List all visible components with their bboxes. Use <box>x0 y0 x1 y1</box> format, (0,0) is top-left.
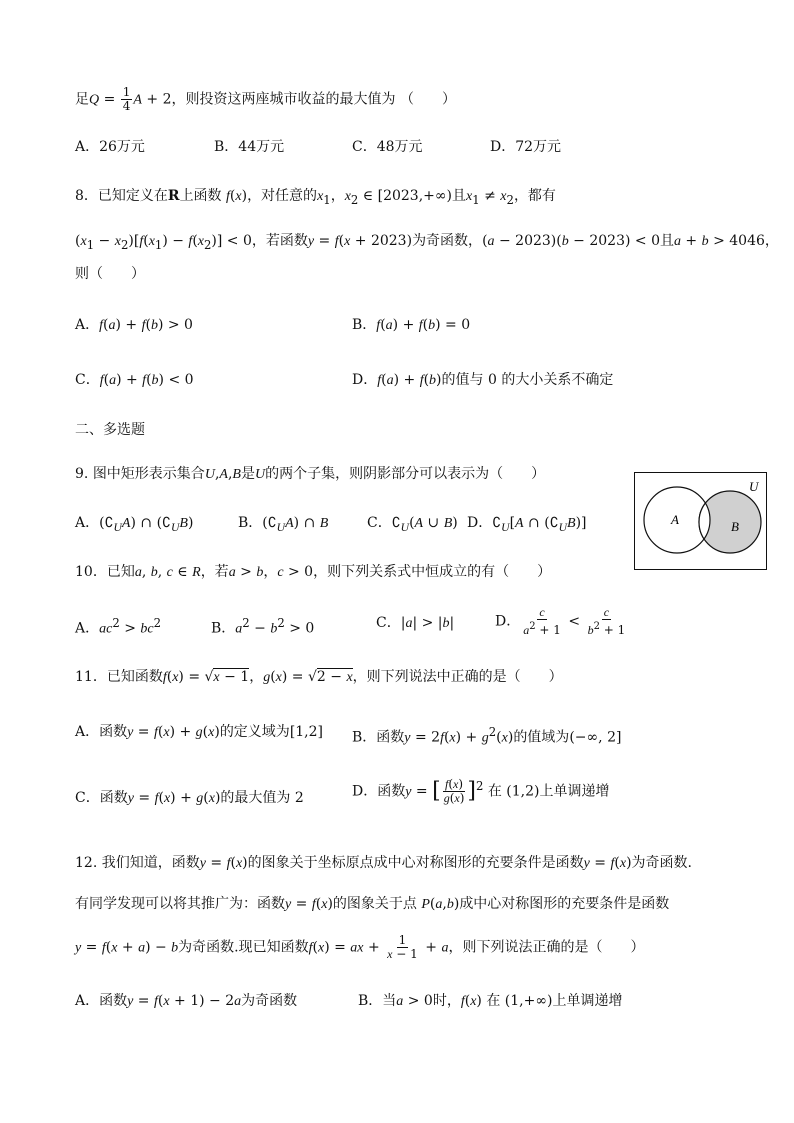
q9-option-b: B．$(∁_UA)$ ∩ B <box>238 515 329 534</box>
venn-label-u: U <box>749 479 759 494</box>
q7-option-d: D．72万元 <box>490 139 562 155</box>
q8-ask: 则（ ） <box>75 266 145 282</box>
q10-option-c: C．|a| > |b| <box>376 615 455 631</box>
q7-option-b: B．44万元 <box>214 139 285 155</box>
q10-option-d: D． $\frac{c}{a^2 + 1}$ < $\frac{c}{b^2 + 1}$ <box>495 605 626 637</box>
q7-stem: 足Q = $\frac{1}{4}$ A + 2，则投资这两座城市收益的最大值为 （ ） <box>75 85 456 113</box>
venn-label-b: B <box>731 519 739 534</box>
q9-stem: 9. 图中矩形表示集合U,A,B是U的两个子集，则阴影部分可以表示为（ ） <box>75 466 546 482</box>
q12-stem: 12. 我们知道，函数y = f(x)的图象关于坐标原点成中心对称图形的充要条件是函数y = f(x)为奇函数. <box>75 855 692 871</box>
q8-option-d: D．f(a) + f(b)的值与 0 的大小关系不确定 <box>352 372 614 388</box>
q12-function-def: y = f(x + a) − b为奇函数.现已知函数f(x) = ax + $\frac{1}{x - 1}$ + a，则下列说法正确的是（ ） <box>75 933 645 961</box>
venn-label-a: A <box>671 512 679 527</box>
q11-option-d: D．函数y = [ $\frac{f(x)}{g(x)}$ ]$^2$ 在 (1,2)上单调递增 <box>352 777 610 806</box>
q8-condition: $(x_1 - x_2)[f(x_1) - f(x_2)] < 0$，若函数y = f(x + 2023)为奇函数，(a − 2023)(b − 2023) < 0且a + b > 4046， <box>75 233 779 252</box>
fraction-one-quarter: $\frac{1}{4}$ <box>122 85 131 113</box>
section-title-multiple-choice: 二、多选题 <box>75 422 145 438</box>
q9-option-c: C．$∁_U(A$ ∪ B) <box>367 515 458 534</box>
q8-option-c: C．f(a) + f(b) < 0 <box>75 372 194 388</box>
q9-option-a: A．$(∁_UA)$ ∩ $(∁_UB)$ <box>75 515 194 534</box>
q7-option-c: C．48万元 <box>352 139 423 155</box>
q7-option-a: A．26万元 <box>75 139 145 155</box>
q9-option-d: D．$∁_U[A$ ∩ $(∁_UB)$] <box>467 515 587 534</box>
q10-stem: 10．已知a, b, c ∈ R，若a > b，c > 0，则下列关系式中恒成立的有（ ） <box>75 564 552 580</box>
q11-option-c: C．函数y = f(x) + g(x)的最大值为 2 <box>75 790 304 806</box>
venn-diagram <box>634 472 767 570</box>
q11-stem: 11．已知函数f(x) = √x − 1，g(x) = √2 − x，则下列说法中正确的是（ ） <box>75 669 563 685</box>
q12-option-a: A．函数y = f(x + 1) − 2a为奇函数 <box>75 993 298 1009</box>
q8-option-b: B．f(a) + f(b) = 0 <box>352 317 471 333</box>
q10-option-b: B．$a^2 - b^2 > 0$ <box>211 616 315 637</box>
q11-option-a: A．函数y = f(x) + g(x)的定义域为[1,2] <box>75 724 324 740</box>
q10-option-a: A．$ac^2 > bc^2$ <box>75 616 162 637</box>
q11-option-b: B．函数$y = 2f(x) + g^2(x)$的值域为(−∞, 2] <box>352 725 622 746</box>
q8-option-a: A．f(a) + f(b) > 0 <box>75 317 193 333</box>
q8-stem: 8．已知定义在R上函数 f(x)，对任意的$x_1$，$x_2$ ∈ [2023,+∞)且$x_1 \ne x_2$，都有 <box>75 188 556 207</box>
q12-option-b: B．当a > 0时，f(x) 在 (1,+∞)上单调递增 <box>358 993 623 1009</box>
q12-generalization: 有同学发现可以将其推广为：函数y = f(x)的图象关于点 P(a,b)成中心对称图形的充要条件是函数 <box>75 896 670 912</box>
